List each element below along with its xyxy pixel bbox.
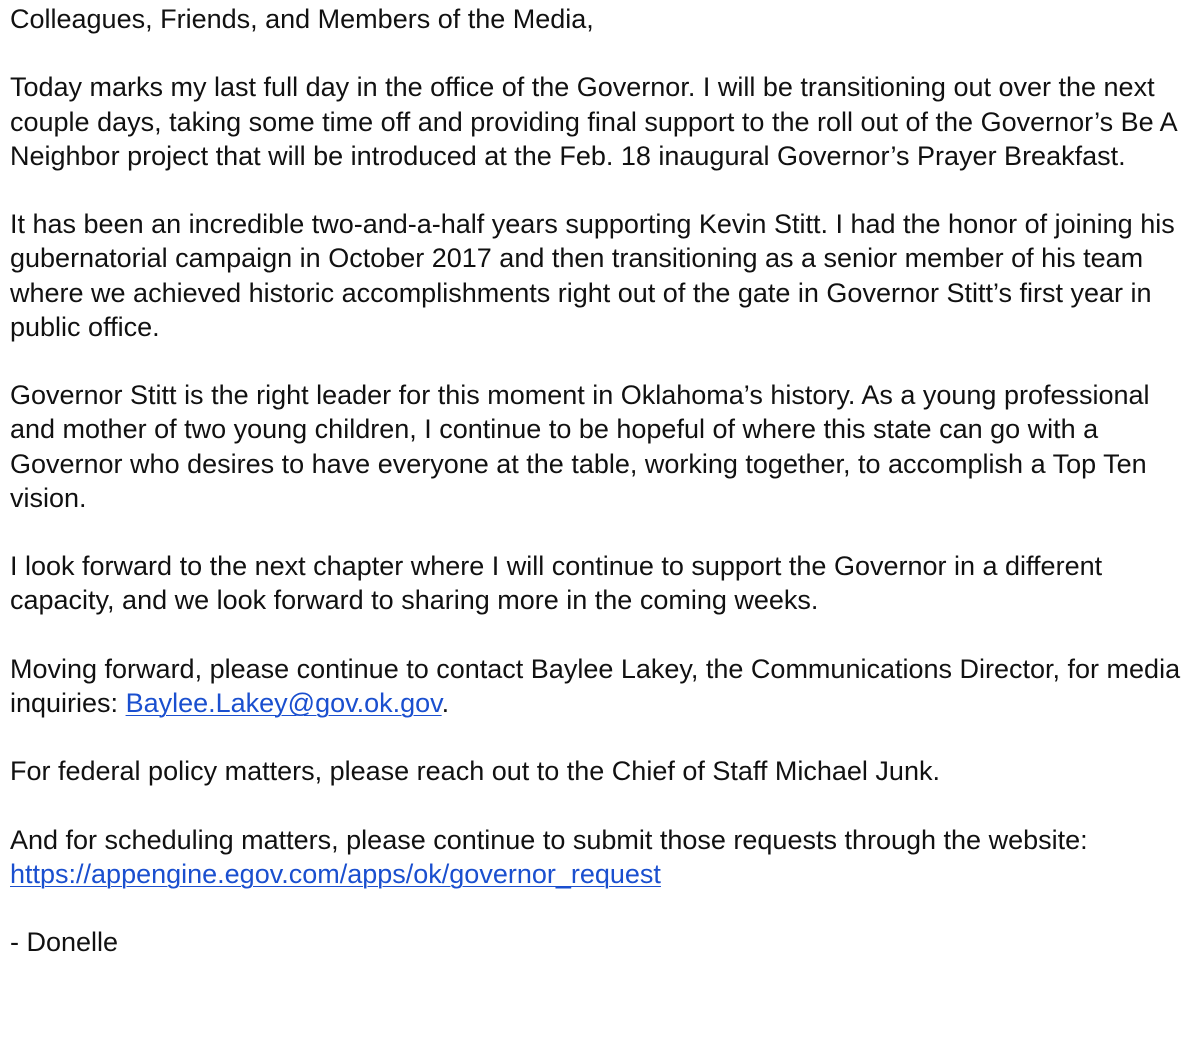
scheduling-url-link[interactable]: https://appengine.egov.com/apps/ok/governor_request bbox=[10, 858, 661, 889]
email-link[interactable]: Baylee.Lakey@gov.ok.gov bbox=[125, 687, 442, 718]
salutation: Colleagues, Friends, and Members of the Media, bbox=[10, 4, 594, 34]
media-contact-text: Moving forward, please continue to contact Baylee Lakey, the Communications Director, for media inquiries: bbox=[10, 653, 1181, 718]
signoff: - Donelle bbox=[10, 927, 119, 958]
paragraph-federal-policy: For federal policy matters, please reach out to the Chief of Staff Michael Junk. bbox=[10, 756, 940, 787]
paragraph-departure: Today marks my last full day in the office of the Governor. I will be transitioning out over the next couple days, taking some time off and providing final support to the roll out of the Governor’s Be A Neighbor project that will be introduced at the Feb. 18 inaugural Governor’s Prayer Breakfast. bbox=[10, 72, 1177, 171]
media-contact-period: . bbox=[441, 687, 450, 718]
scheduling-text: And for scheduling matters, please continue to submit those requests through the website: bbox=[10, 824, 1088, 855]
letter-body bbox=[10, 2, 1195, 960]
paragraph-campaign: It has been an incredible two-and-a-half years supporting Kevin Stitt. I had the honor of joining his gubernatorial campaign in October 2017 and then transitioning as a senior member of his team where we achieved historic accomplishments right out of the gate in Governor Stitt’s first year in public office. bbox=[10, 209, 1175, 342]
paragraph-scheduling bbox=[10, 823, 1195, 891]
paragraph-next-chapter: I look forward to the next chapter where I will continue to support the Governor in a different capacity, and we look forward to sharing more in the coming weeks. bbox=[10, 551, 1103, 616]
paragraph-media-contact bbox=[10, 652, 1195, 720]
paragraph-leadership: Governor Stitt is the right leader for this moment in Oklahoma’s history. As a young professional and mother of two young children, I continue to be hopeful of where this state can go with a Governor who desires to have everyone at the table, working together, to accomplish a Top Ten vision. bbox=[10, 380, 1150, 513]
